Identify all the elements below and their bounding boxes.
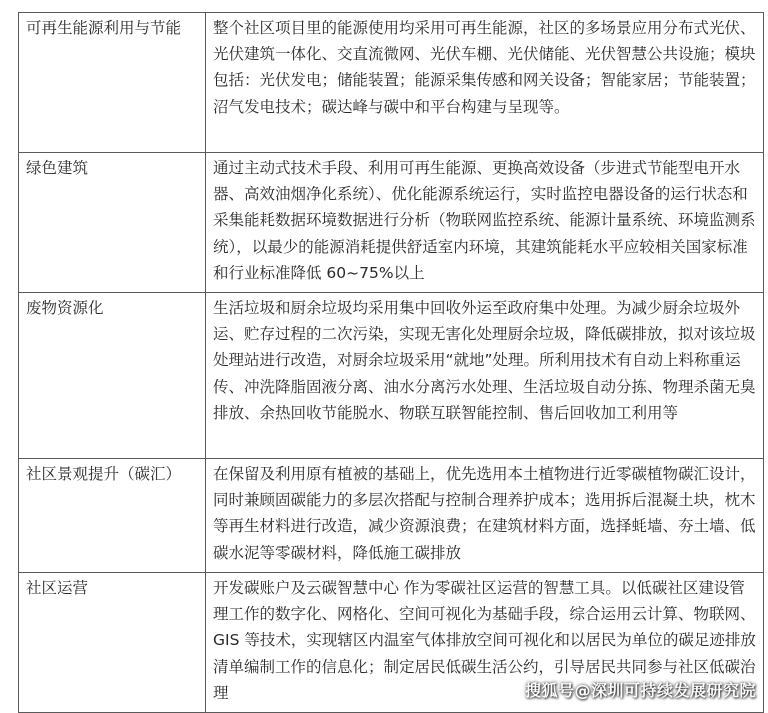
row-description: 开发碳账户及云碳智慧中心 作为零碳社区运营的智慧工具。以低碳社区建设管理工作的数字化、网格化、空间可视化为基础手段，综合运用云计算、物联网、GIS 等技术，实现辖区内温室气体排放空间可视化和以居民为单位的碳足迹排放清单编制工作的信息化；制定居民低碳生活公约，引导居民共同参与社区低碳治理 <box>206 573 764 713</box>
row-label: 社区运营 <box>19 573 206 713</box>
table-row <box>19 13 764 153</box>
row-description: 通过主动式技术手段、利用可再生能源、更换高效设备（步进式节能型电开水器、高效油烟净化系统）、优化能源系统运行，实时监控电器设备的运行状态和采集能耗数据环境数据进行分析（物联网监控系统、能源计量系统、环境监测系统），以最少的能源消耗提供舒适室内环境，其建筑能耗水平应较相关国家标准和行业标准降低 60~75%以上 <box>206 153 764 293</box>
source-watermark: 搜狐号@深圳可持续发展研究院 <box>524 681 756 700</box>
row-description: 整个社区项目里的能源使用均采用可再生能源，社区的多场景应用分布式光伏、光伏建筑一体化、交直流微网、光伏车棚、光伏储能、光伏智慧公共设施；模块包括：光伏发电；储能装置；能源采集传感和网关设备；智能家居；节能装置；沼气发电技术；碳达峰与碳中和平台构建与呈现等。 <box>206 13 764 153</box>
row-description: 生活垃圾和厨余垃圾均采用集中回收外运至政府集中处理。为减少厨余垃圾外运、贮存过程的二次污染，实现无害化处理厨余垃圾，降低碳排放，拟对该垃圾处理站进行改造，对厨余垃圾采用“就地”处理。所利用技术有自动上料称重运传、冲洗降脂固液分离、油水分离污水处理、生活垃圾自动分拣、物理杀菌无臭排放、余热回收节能脱水、物联互联智能控制、售后回收加工利用等 <box>206 293 764 459</box>
row-label: 社区景观提升（碳汇） <box>19 459 206 573</box>
row-description: 在保留及利用原有植被的基础上，优先选用本土植物进行近零碳植物碳汇设计，同时兼顾固碳能力的多层次搭配与控制合理养护成本；选用拆后混凝土块，枕木等再生材料进行改造，减少资源浪费；在建筑材料方面，选择蚝墙、夯土墙、低碳水泥等零碳材料，降低施工碳排放 <box>206 459 764 573</box>
row-label: 绿色建筑 <box>19 153 206 293</box>
table-row <box>19 293 764 459</box>
row-label: 废物资源化 <box>19 293 206 459</box>
zero-carbon-measures-table <box>18 12 764 713</box>
table-row <box>19 153 764 293</box>
table-row <box>19 459 764 573</box>
row-label: 可再生能源利用与节能 <box>19 13 206 153</box>
